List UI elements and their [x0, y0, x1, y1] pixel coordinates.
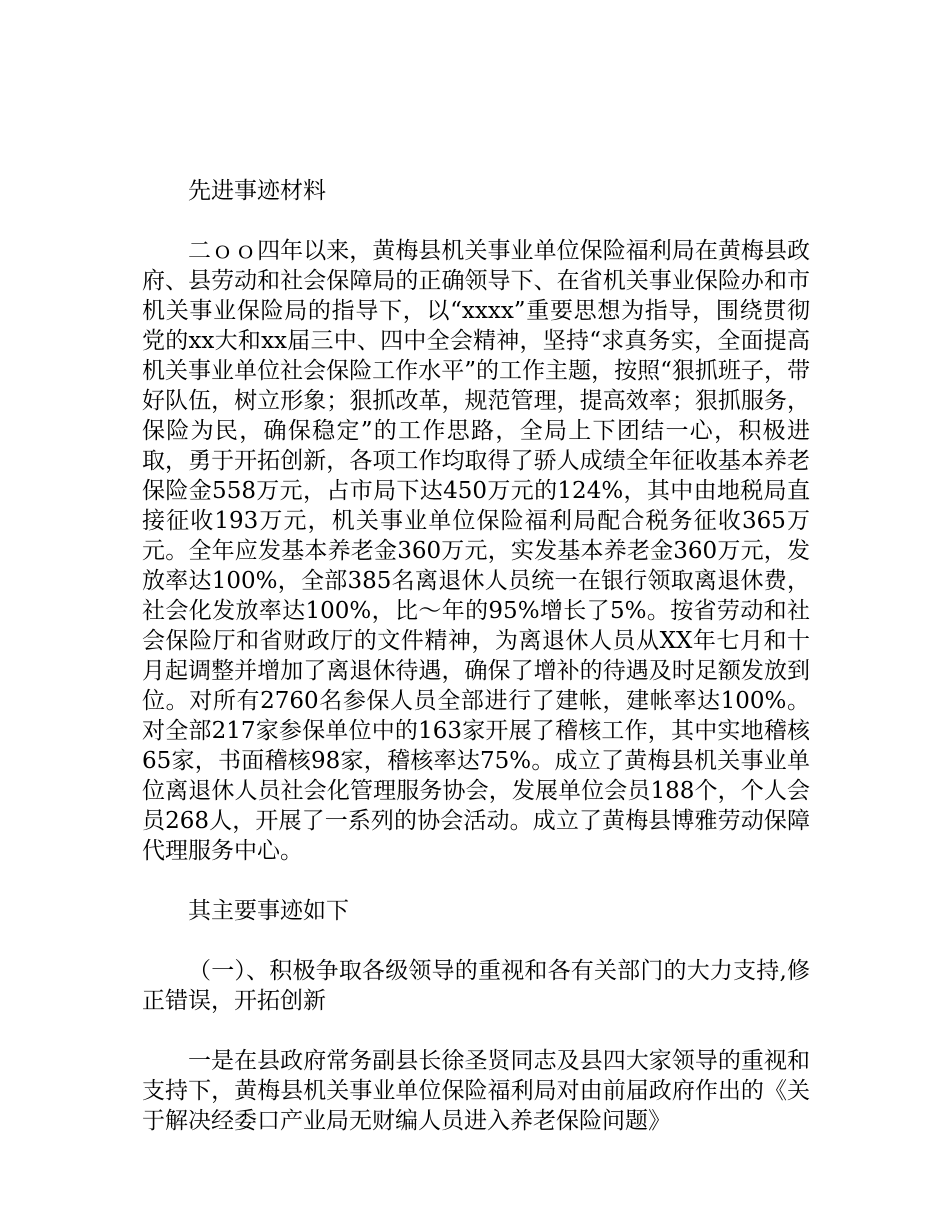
paragraph-main-deeds-heading: 其主要事迹如下 [188, 898, 349, 924]
document-page [142, 176, 810, 1166]
paragraph-section-one-heading: （一）、积极争取各级领导的重视和各有关部门的大力支持,修正错误，开拓创新 [142, 958, 810, 1014]
paragraph-section-one-body: 一是在县政府常务副县长徐圣贤同志及县四大家领导的重视和支持下，黄梅县机关事业单位保险福利局对由前届政府作出的《关于解决经委口产业局无财编人员进入养老保险问题》 [142, 1048, 810, 1134]
paragraph-summary: 二ｏｏ四年以来，黄梅县机关事业单位保险福利局在黄梅县政府、县劳动和社会保障局的正确领导下、在省机关事业保险办和市机关事业保险局的指导下，以“xxxx”重要思想为指导，围绕贯彻党的xx大和xx届三中、四中全会精神，坚持“求真务实，全面提高机关事业单位社会保险工作水平”的工作主题，按照“狠抓班子，带好队伍，树立形象；狠抓改革，规范管理，提高效率；狠抓服务，保险为民，确保稳定”的工作思路，全局上下团结一心，积极进取，勇于开拓创新，各项工作均取得了骄人成绩全年征收基本养老保险金558万元，占市局下达450万元的124%，其中由地税局直接征收193万元，机关事业单位保险福利局配合税务征收365万元。全年应发基本养老金360万元，实发基本养老金360万元，发放率达100%，全部385名离退休人员统一在银行领取离退休费，社会化发放率达100%，比～年的95%增长了5%。按省劳动和社会保险厅和省财政厅的文件精神，为离退休人员从XX年七月和十月起调整并增加了离退休待遇，确保了增补的待遇及时足额发放到位。对所有2760名参保人员全部进行了建帐，建帐率达100%。对全部217家参保单位中的163家开展了稽核工作，其中实地稽核65家，书面稽核98家，稽核率达75%。成立了黄梅县机关事业单位离退休人员社会化管理服务协会，发展单位会员188个，个人会员268人，开展了一系列的协会活动。成立了黄梅县博雅劳动保障代理服务中心。 [142, 238, 810, 864]
document-title: 先进事迹材料 [188, 178, 326, 204]
